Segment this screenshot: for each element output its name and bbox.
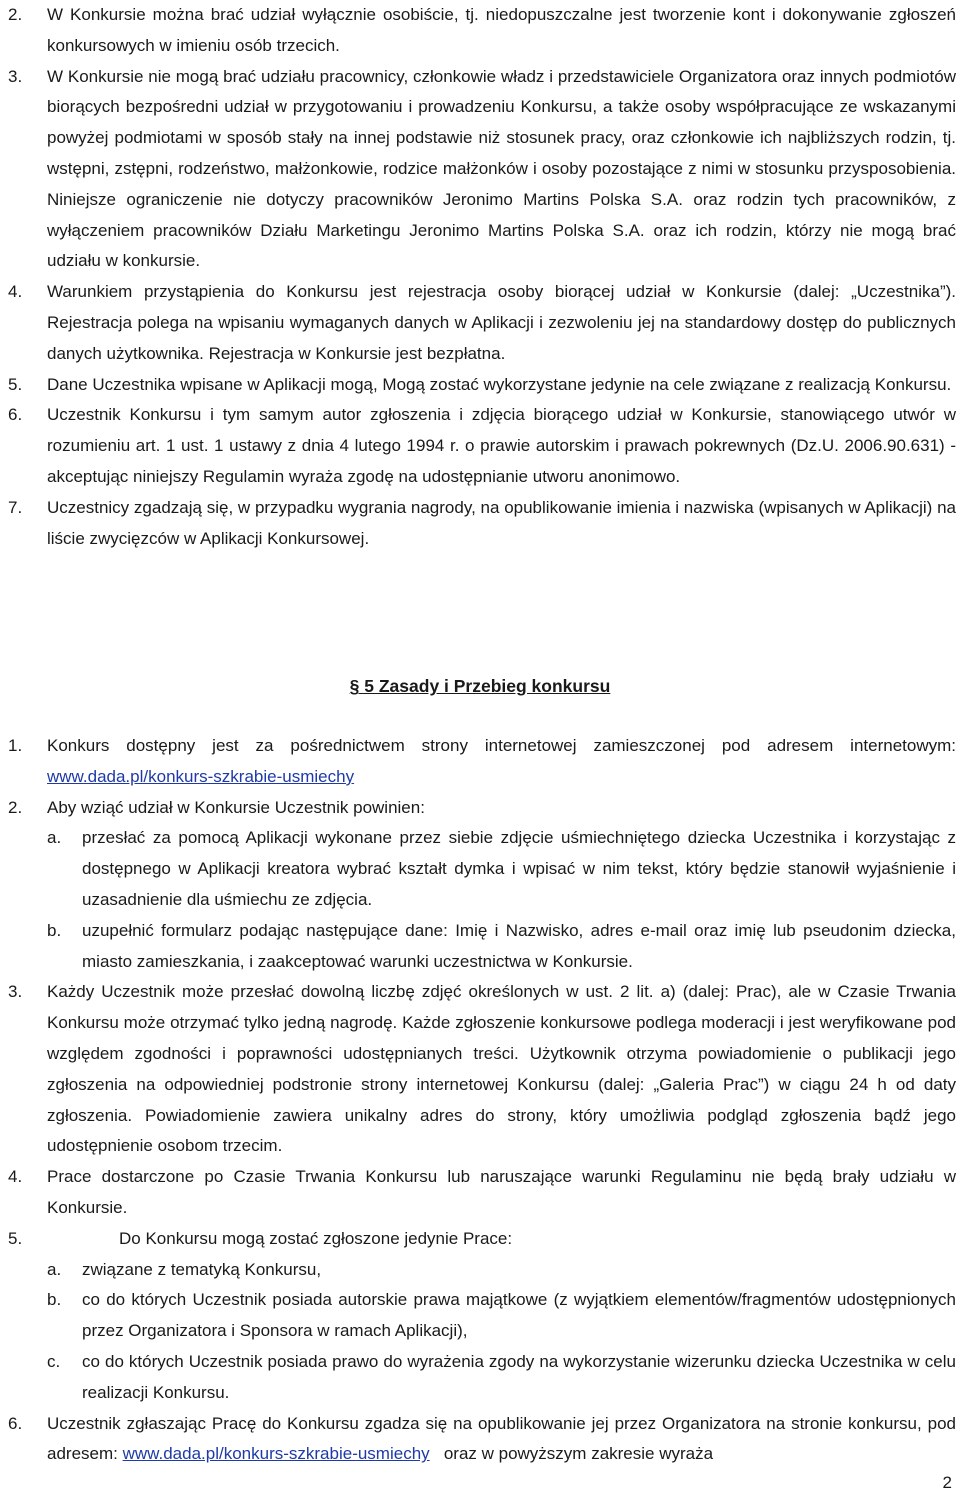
item-text-continued: oraz w powyższym zakresie wyraża [429,1444,714,1464]
item-number: 5. [8,374,23,394]
list-item [8,977,956,1162]
item-number: 2. [8,5,23,24]
item-text: Dane Uczestnika wpisane w Aplikacji mogą, Mogą zostać wykorzystane jedynie na cele związane z realizacją Konkursu. [47,374,952,394]
list-item [8,493,956,555]
contest-url-link[interactable]: www.dada.pl/konkurs-szkrabie-usmiechy [122,1444,430,1464]
sub-item-letter: c. [47,1351,61,1371]
list-item [8,1162,956,1224]
sub-item-letter: a. [47,1259,62,1279]
sub-item-letter: a. [47,828,62,848]
item-number: 5. [8,1228,23,1248]
item-text: Każdy Uczestnik może przesłać dowolną liczbę zdjęć określonych w ust. 2 lit. a) (dalej: Prac), ale w Czasie Trwania Konkursu może otrzymać tylko jedną nagrodę. Każde zgłoszenie konkursowe podlega moderacji i jest weryfikowane pod względem zgodności i poprawności udostępnianych treści. Użytkownik otrzyma powiadomienie o publikacji jego zgłoszenia na odpowiedniej podstronie strony internetowej Konkursu (dalej: „Galeria Prac”) w ciągu 24 h od daty zgłoszenia. Powiadomienie zawiera unikalny adres do strony, który umożliwia podgląd zgłoszenia bądź jego udostępnienie osobom trzecim. [47,982,956,1156]
sub-item-text: uzupełnić formularz podając następujące dane: Imię i Nazwisko, adres e-mail oraz imię lub pseudonim dziecka, miasto zamieszkania, i zaakceptować warunki uczestnictwa w Konkursie. [82,920,956,971]
item-text: Prace dostarczone po Czasie Trwania Konkursu lub naruszające warunki Regulaminu nie będą brały udziału w Konkursie. [47,1167,956,1217]
sub-list-item [8,1347,956,1409]
item-text: Konkurs dostępny jest za pośrednictwem strony internetowej zamieszczonej pod adresem internetowym: [47,736,956,755]
contest-url-link[interactable]: www.dada.pl/konkurs-szkrabie-usmiechy [47,766,355,786]
list-item [8,400,956,492]
rules-list-section-4 [8,0,956,554]
sub-item-text: co do których Uczestnik posiada prawo do wyrażenia zgody na wykorzystanie wizerunku dziecka Uczestnika w celu realizacji Konkursu. [82,1351,956,1402]
list-item [8,370,956,401]
item-number: 3. [8,982,23,1002]
item-text: Uczestnicy zgadzają się, w przypadku wygrania nagrody, na opublikowanie imienia i nazwiska (wpisanych w Aplikacji) na liście zwycięzców w Aplikacji Konkursowej. [47,497,956,548]
item-number: 4. [8,282,23,302]
item-text: Aby wziąć udział w Konkursie Uczestnik powinien: [47,797,425,817]
item-text: W Konkursie można brać udział wyłącznie osobiście, tj. niedopuszczalne jest tworzenie kont i dokonywanie zgłoszeń konkursowych w imieniu osób trzecich. [47,5,956,55]
item-number: 6. [8,1413,23,1433]
sub-list-item [8,823,956,915]
sub-item-text: co do których Uczestnik posiada autorskie prawa majątkowe (z wyjątkiem elementów/fragmentów udostępnionych przez Organizatora i Sponsora w ramach Aplikacji), [82,1290,956,1341]
item-number: 7. [8,497,23,517]
item-number: 3. [8,66,23,86]
list-item [8,793,956,978]
sub-list [8,1255,956,1409]
sub-item-text: związane z tematyką Konkursu, [82,1259,322,1279]
page-number: 2 [942,1473,952,1492]
sub-list-item [8,916,956,978]
sub-list-item [8,1255,956,1286]
list-item [8,0,956,62]
list-item [8,1224,956,1409]
list-item [8,1409,956,1471]
item-number: 4. [8,1167,23,1187]
item-number: 1. [8,736,23,755]
section-heading [0,671,960,701]
list-item [8,277,956,369]
sub-item-letter: b. [47,920,62,940]
item-number: 6. [8,405,23,425]
item-number: 2. [8,797,23,817]
sub-item-letter: b. [47,1290,62,1310]
item-text: Do Konkursu mogą zostać zgłoszone jedynie Prace: [119,1228,513,1248]
sub-list [8,823,956,977]
sub-item-text: przesłać za pomocą Aplikacji wykonane przez siebie zdjęcie uśmiechniętego dziecka Uczestnika i korzystając z dostępnego w Aplikacji kreatora wybrać kształt dymka i wpisać w nim tekst, który będzie stanowił wyjaśnienie i uzasadnienie dla uśmiechu ze zdjęcia. [82,828,956,909]
item-text: Uczestnik zgłaszając Pracę do Konkursu zgadza się na opublikowanie jej przez Organizatora na stronie konkursu, pod adresem: [47,1413,956,1464]
item-text: W Konkursie nie mogą brać udziału pracownicy, członkowie władz i przedstawiciele Organizatora oraz innych podmiotów biorących bezpośredni udział w przygotowaniu i prowadzeniu Konkursu, a także osoby współpracujące ze wskazanymi powyżej podmiotami w sposób stały na innej podstawie niż stosunek pracy, oraz członkowie ich najbliższych rodzin, tj. wstępni, zstępni, rodzeństwo, małżonkowie, rodzice małżonków i osoby pozostające z nimi w stosunku przysposobienia. Niniejsze ograniczenie nie dotyczy pracowników Jeronimo Martins Polska S.A. oraz rodzin tych pracowników, z wyłączeniem pracowników Działu Marketingu Jeronimo Martins Polska S.A. oraz ich rodzin, którzy nie mogą brać udziału w konkursie. [47,66,956,271]
list-item [8,62,956,278]
item-text: Warunkiem przystąpienia do Konkursu jest rejestracja osoby biorącej udział w Konkursie (dalej: „Uczestnika”). Rejestracja polega na wpisaniu wymaganych danych w Aplikacji i zezwoleniu jej na standardowy dostęp do publicznych danych użytkownika. Rejestracja w Konkursie jest bezpłatna. [47,282,956,363]
section-heading-text: § 5 Zasady i Przebieg konkursu [349,676,611,696]
list-item [8,731,956,793]
rules-list-section-5 [8,731,956,1470]
sub-list-item [8,1285,956,1347]
item-text: Uczestnik Konkursu i tym samym autor zgłoszenia i zdjęcia biorącego udział w Konkursie, stanowiącego utwór w rozumieniu art. 1 ust. 1 ustawy z dnia 4 lutego 1994 r. o prawie autorskim i prawach pokrewnych (Dz.U. 2006.90.631) - akceptując niniejszy Regulamin wyraża zgodę na udostępnianie utworu anonimowo. [47,405,956,486]
